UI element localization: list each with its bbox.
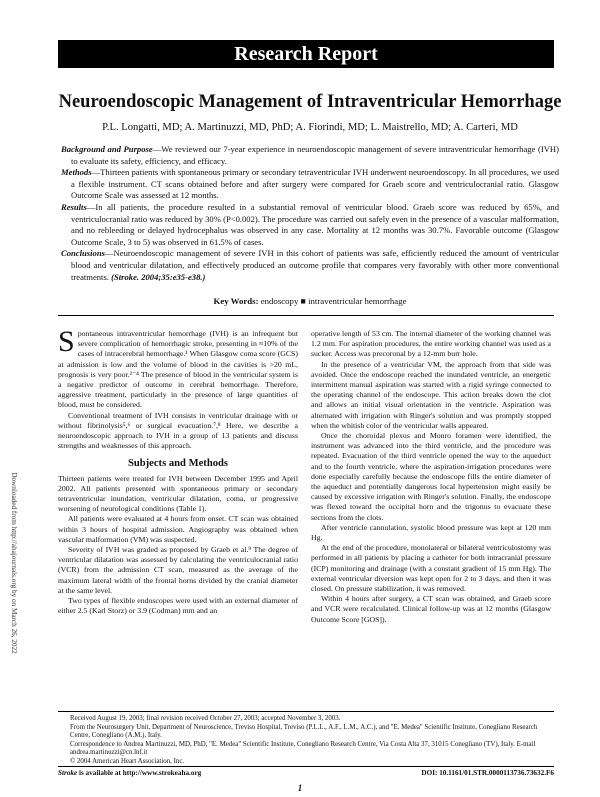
body-paragraph: Conventional treatment of IVH consists in ventricular drainage with or without fibrinolysis⁵,⁶ or surgical evacuation.⁷,⁸ Here, we describe a neuroendoscopic approach to IVH in a group of 13 patients and discuss strengths and weaknesses of this approach. <box>58 410 298 451</box>
abstract-background: Background and Purpose—We reviewed our 7-year experience in neuroendoscopic management of severe intraventricular hemorrhage (IVH) to evaluate its safety, efficiency, and efficacy. <box>61 144 559 166</box>
download-stamp <box>8 458 20 668</box>
background-text: We reviewed our 7-year experience in neuroendoscopic management of severe intraventricular hemorrhage (IVH) to evaluate its safety, efficiency, and efficacy. <box>71 144 559 166</box>
body-column-right <box>311 329 551 625</box>
key-words <box>40 296 580 306</box>
footnote-correspondence: Correspondence to Andrea Martinuzzi, MD, PhD, "E. Medea" Scientific Institute, Conegliano Research Centre, Via Costa Alta 37, 31015 Conegliano (TV), Italy. E-mail andrea.martinuzzi@cn.lnf.it <box>70 740 536 757</box>
abstract-methods: Methods—Thirteen patients with spontaneous primary or secondary tetraventricular IVH underwent neuroendoscopy. In all procedures, we used a flexible instrument. CT scans obtained before and after surgery were compared for Graeb score and ventriculocranial ratio. Glasgow Outcome Scale was assessed at 12 months. <box>61 167 559 201</box>
journal-availability <box>58 769 201 777</box>
body-column-left <box>58 325 298 616</box>
journal-url: is available at http://www.strokeaha.org <box>77 769 202 777</box>
paragraph-text: pontaneous intraventricular hemorrhage (IVH) is an infrequent but severe complication of hemorrhagic stroke, presenting in ≈10% of the cases of intracerebral hemorrhage.¹ When Glasgow coma score (GCS) at admission is low and the volume of blood in the cavities is >20 mL, prognosis is very poor.²⁻⁴ The presence of blood in the ventricular system is a negative predictor of outcome in cerebral hemorrhage. Therefore, aggressive treatment, particularly in the presence of large quantities of blood, must be considered. <box>58 329 298 410</box>
body-paragraph: All patients were evaluated at 4 hours from onset. CT scan was obtained within 3 hours of hospital admission. Angiography was obtained when vascular malformation (VM) was suspected. <box>58 514 298 544</box>
body-paragraph: At the end of the procedure, monolateral or bilateral ventriculostomy was performed in all patients by placing a catheter for both intracranial pressure (ICP) monitoring and drainage (with a constant gradient of 15 mm Hg). The external ventricular diversion was kept open for 2 to 3 days, and then it was closed. On pressure stabilization, it was removed. <box>311 543 551 594</box>
body-paragraph: Severity of IVH was graded as proposed by Graeb et al.⁹ The degree of ventricular dilatation was assessed by calculating the ventriculocranial ratio (VCR) from the admission CT scan, measured as the average of the maximum lateral width of the frontal horns divided by the cranial diameter at the same level. <box>58 545 298 595</box>
section-heading: Subjects and Methods <box>127 458 229 470</box>
body-paragraph: Two types of flexible endoscopes were used with an external diameter of either 2.5 (Karl Storz) or 3.9 (Codman) mm and an <box>58 596 298 616</box>
author-list: P.L. Longatti, MD; A. Martinuzzi, MD, PhD; A. Fiorindi, MD; L. Maistrello, MD; A. Carteri, MD <box>102 122 518 133</box>
body-paragraph: operative length of 53 cm. The internal diameter of the working channel was 1.2 mm. For aspiration procedures, the entire working channel was used as a sucker. Access was precoronal by a 12-mm burr hole. <box>311 329 551 359</box>
divider-top <box>58 315 554 316</box>
footnotes <box>58 715 554 767</box>
body-paragraph: Thirteen patients were treated for IVH between December 1995 and April 2002. All patients presented with spontaneous primary or secondary tetraventricular inundation, ventricular dilatation, coma, or progressive worsening of neurological conditions (Table 1). <box>58 473 298 514</box>
journal-name: Stroke <box>58 769 78 777</box>
article-title: Neuroendoscopic Management of Intraventricular Hemorrhage <box>58 92 562 112</box>
key-words-label: Key Words: <box>213 296 259 306</box>
body-paragraph: Within 4 hours after surgery, a CT scan was obtained, and Graeb score and VCR were recalculated. Clinical follow-up was at 12 months (Glasgow Outcome Score [GOS]). <box>311 594 551 624</box>
abstract <box>61 144 559 283</box>
body-paragraph: Once the choroidal plexus and Monro foramen were identified, the instrument was advanced into the third ventricle, and the procedure was repeated. Evacuation of the third ventricle opened the way to the aqueduct and to the fourth ventricle, where the aspiration-irrigation procedures were done especially carefully because the endoscope fills the entire diameter of the aqueduct and potentially dangerous local hypertension might easily be caused by excessive irrigation with Ringer's solution. Finally, the endoscope was flexed toward the occipital horn and the trigonus to evacuate these sections from the clots. <box>311 431 551 522</box>
methods-text: Thirteen patients with spontaneous primary or secondary tetraventricular IVH underwent neuroendoscopy. In all procedures, we used a flexible instrument. CT scans obtained before and after surgery were compared for Graeb score and ventriculocranial ratio. Glasgow Outcome Scale was assessed at 12 months. <box>71 167 559 201</box>
conclusions-label: Conclusions <box>61 248 105 259</box>
citation: (Stroke. 2004;35:e35-e38.) <box>111 271 206 282</box>
doi: DOI: 10.1161/01.STR.0000113736.73632.F6 <box>421 769 554 777</box>
footnote-affiliation: From the Neurosurgery Unit, Department of Neuroscience, Treviso Hospital, Treviso (P.L.L., A.F., L.M., A.C.), and "E. Medea" Scientific Institute, Conegliano Research Centre, Conegliano (A.M.), Italy. <box>70 723 538 740</box>
results-label: Results <box>61 201 87 212</box>
results-text: In all patients, the procedure resulted in a substantial removal of ventricular blood. Graeb score was reduced by 65%, and ventriculocranial ratio was reduced by 30% (P<0.002). The procedure was carried out safely even in the presence of a vascular malformation, and no rebleeding or delayed hydrocephalus was observed in any case. Mortality at 12 months was 30.7%. Favorable outcome (Glasgow Outcome Scale, 3 to 5) was observed in 61.5% of cases. <box>71 201 559 247</box>
article-type-banner: Research Report <box>58 40 554 68</box>
body-paragraph: After ventricle cannulation, systolic blood pressure was kept at 120 mm Hg. <box>311 522 551 543</box>
footnote-received: Received August 19, 2003; final revision received October 27, 2003; accepted November 3, 2003. <box>70 715 341 722</box>
footnote-copyright: © 2004 American Heart Association, Inc. <box>70 757 185 765</box>
body-paragraph <box>58 325 298 411</box>
divider-footnotes <box>58 711 554 712</box>
page-number: 1 <box>297 783 303 793</box>
background-label: Background and Purpose <box>61 144 153 154</box>
drop-cap: S <box>58 325 75 358</box>
download-stamp-text: Downloaded from http://ahajournals.org by on March 26, 2022 <box>10 472 18 654</box>
conclusions-text: Neuroendoscopic management of severe IVH in this cohort of patients was safe, efficiently reduced the amount of ventricular blood and ventricular dilatation, and effectively produced an outcome profile that compares very favorably with other more conventional treatments. <box>71 248 559 282</box>
abstract-conclusions: Conclusions—Neuroendoscopic management of severe IVH in this cohort of patients was safe, efficiently reduced the amount of ventricular blood and ventricular dilatation, and effectively produced an outcome profile that compares very favorably with other more conventional treatments. (Stroke. 2004;35:e35-e38.) <box>61 248 559 282</box>
methods-label: Methods <box>61 167 92 178</box>
body-paragraph: In the presence of a ventricular VM, the approach from that side was avoided. Once the endoscope reached the inundated ventricle, an energetic intermittent manual aspiration was started with a rigid syringe connected to the operating channel of the endoscope. This action breaks down the clot and allows an initial visual orientation in the ventricle. Aspiration was alternated with irrigation with Ringer's solution and was promptly stopped when the whitish color of the ventricular walls appeared. <box>311 359 551 430</box>
divider-bottom <box>58 766 554 767</box>
abstract-results: Results—In all patients, the procedure resulted in a substantial removal of ventricular blood. Graeb score was reduced by 65%, and ventriculocranial ratio was reduced by 30% (P<0.002). The procedure was carried out safely even in the presence of a vascular malformation, and no rebleeding or delayed hydrocephalus was observed in any case. Mortality at 12 months was 30.7%. Favorable outcome (Glasgow Outcome Scale, 3 to 5) was observed in 61.5% of cases. <box>61 201 559 247</box>
key-words-terms: endoscopy ■ intraventricular hemorrhage <box>260 296 407 306</box>
